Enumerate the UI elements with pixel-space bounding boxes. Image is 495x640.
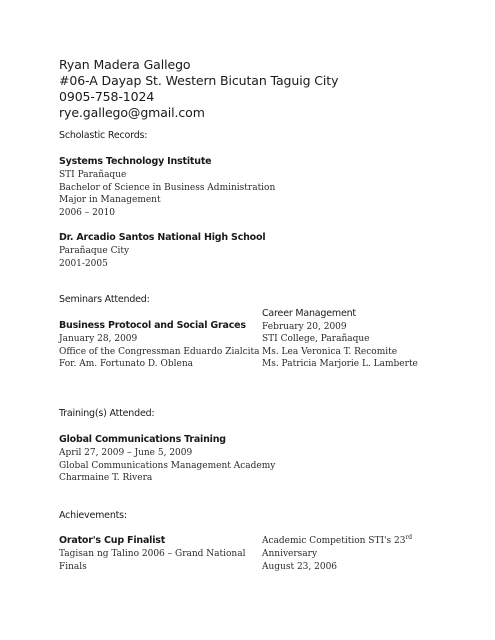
training-detail: Global Communications Management Academy bbox=[59, 460, 276, 471]
achievement-right-title bbox=[262, 535, 412, 548]
college-detail: STI Parañaque bbox=[59, 170, 127, 180]
training-name: Global Communications Training bbox=[59, 434, 226, 445]
highschool-detail: Parañaque City bbox=[59, 246, 130, 256]
achievements-section-title: Achievements: bbox=[59, 510, 127, 521]
applicant-address: #06-A Dayap St. Western Bicutan Taguig City bbox=[59, 73, 339, 88]
achievement-left-name: Orator's Cup Finalist bbox=[59, 535, 166, 546]
achievement-right-title-text: Academic Competition STI's 23 bbox=[262, 536, 406, 546]
achievement-right-detail: August 23, 2006 bbox=[262, 561, 338, 572]
seminar-right-detail: February 20, 2009 bbox=[262, 321, 347, 332]
highschool-detail: 2001-2005 bbox=[59, 258, 108, 269]
applicant-email: rye.gallego@gmail.com bbox=[59, 105, 205, 120]
training-detail: April 27, 2009 – June 5, 2009 bbox=[59, 448, 193, 458]
college-detail: 2006 – 2010 bbox=[59, 207, 116, 218]
seminar-left-detail: January 28, 2009 bbox=[59, 334, 138, 344]
achievement-right-detail: Anniversary bbox=[262, 549, 318, 559]
scholastic-section-title: Scholastic Records: bbox=[59, 130, 148, 141]
seminar-right-detail: Ms. Patricia Marjorie L. Lamberte bbox=[262, 359, 418, 369]
training-section-title: Training(s) Attended: bbox=[59, 408, 155, 419]
applicant-phone: 0905-758-1024 bbox=[59, 89, 155, 104]
achievement-left-detail: Tagisan ng Talino 2006 – Grand National bbox=[59, 549, 246, 559]
college-detail: Bachelor of Science in Business Administration bbox=[59, 182, 276, 193]
seminar-right-detail: STI College, Parañaque bbox=[262, 334, 370, 344]
ordinal-suffix: rd bbox=[405, 534, 413, 541]
seminar-left-name: Business Protocol and Social Graces bbox=[59, 320, 246, 331]
applicant-name: Ryan Madera Gallego bbox=[59, 57, 191, 72]
college-name: Systems Technology Institute bbox=[59, 156, 212, 167]
training-detail: Charmaine T. Rivera bbox=[59, 473, 153, 483]
achievement-left-detail: Finals bbox=[59, 561, 87, 572]
seminar-left-detail: Office of the Congressman Eduardo Zialcita bbox=[59, 346, 260, 357]
highschool-name: Dr. Arcadio Santos National High School bbox=[59, 232, 266, 243]
college-detail: Major in Management bbox=[59, 195, 161, 205]
seminar-right-name: Career Management bbox=[262, 308, 356, 319]
seminar-right-detail: Ms. Lea Veronica T. Recomite bbox=[262, 346, 398, 357]
seminars-section-title: Seminars Attended: bbox=[59, 294, 150, 305]
seminar-left-detail: For. Am. Fortunato D. Oblena bbox=[59, 359, 194, 369]
